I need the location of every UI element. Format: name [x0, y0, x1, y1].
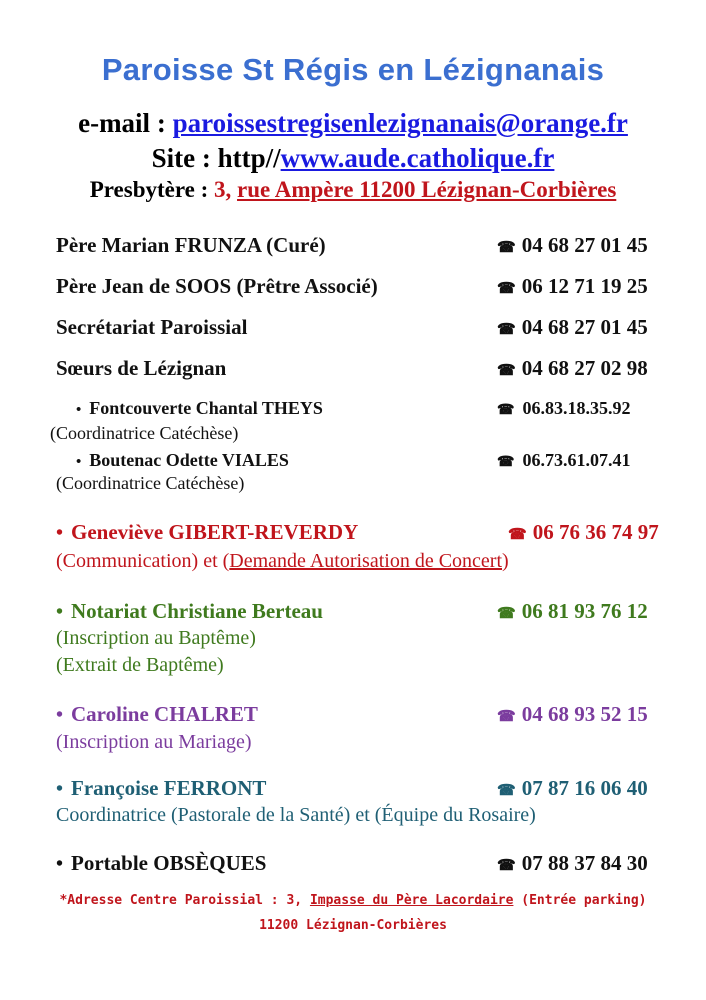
email-line	[0, 108, 706, 139]
caroline-phone: ☎ 04 68 93 52 15	[497, 702, 648, 726]
notariat-name: • Notariat Christiane Berteau	[56, 599, 323, 623]
genevieve-phone: ☎ 06 76 36 74 97	[508, 520, 659, 544]
caroline-desc: (Inscription au Mariage)	[56, 731, 252, 753]
contact-phone: ☎ 04 68 27 01 45	[497, 315, 648, 339]
bullet-icon: •	[56, 522, 64, 544]
phone-icon: ☎	[497, 403, 515, 418]
contact-phone: ☎ 06 12 71 19 25	[497, 274, 648, 298]
phone-icon: ☎	[497, 281, 516, 297]
phone-icon: ☎	[497, 858, 516, 874]
bullet-icon: •	[56, 853, 64, 875]
footer-address: *Adresse Centre Paroissial : 3, Impasse du Père Lacordaire (Entrée parking)	[59, 893, 647, 908]
phone-icon: ☎	[497, 606, 516, 622]
bullet-icon: •	[76, 402, 82, 418]
catechese-role: (Coordinatrice Catéchèse)	[56, 473, 245, 493]
footer-city: 11200 Lézignan-Corbières	[259, 918, 447, 933]
phone-icon: ☎	[508, 527, 527, 543]
footer-street: Impasse du Père Lacordaire	[309, 893, 514, 908]
bullet-icon: •	[56, 704, 64, 726]
contact-name: Secrétariat Paroissial	[56, 315, 248, 339]
page-title: Paroisse St Régis en Lézignanais	[101, 52, 605, 87]
email-link[interactable]: paroissestregisenlezignanais@orange.fr	[172, 108, 628, 138]
obseques-name: • Portable OBSÈQUES	[56, 851, 267, 875]
presbytere-line	[0, 177, 706, 203]
presbytere-number: 3,	[214, 177, 238, 202]
presbytere-label: Presbytère :	[89, 177, 215, 202]
contact-phone: ☎ 04 68 27 02 98	[497, 356, 648, 380]
francoise-desc: Coordinatrice (Pastorale de la Santé) et (Équipe du Rosaire)	[56, 804, 536, 826]
genevieve-desc: (Communication) et (Demande Autorisation de Concert)	[56, 550, 509, 572]
site-link[interactable]: www.aude.catholique.fr	[280, 143, 555, 173]
phone-icon: ☎	[497, 363, 516, 379]
presbytere-address: rue Ampère 11200 Lézignan-Corbières	[237, 177, 617, 202]
notariat-phone: ☎ 06 81 93 76 12	[497, 599, 648, 623]
email-label: e-mail :	[78, 108, 173, 138]
phone-icon: ☎	[497, 783, 516, 799]
catechese-name: • Fontcouverte Chantal THEYS	[76, 398, 323, 418]
catechese-name: • Boutenac Odette VIALES	[76, 450, 289, 470]
catechese-phone: ☎ 06.83.18.35.92	[497, 398, 631, 418]
bullet-icon: •	[76, 454, 82, 470]
concert-request-link[interactable]: Demande Autorisation de Concert	[229, 550, 503, 572]
catechese-role: (Coordinatrice Catéchèse)	[50, 423, 239, 443]
notariat-desc: (Extrait de Baptême)	[56, 654, 224, 676]
phone-icon: ☎	[497, 709, 516, 725]
francoise-phone: ☎ 07 87 16 06 40	[497, 776, 648, 800]
contact-name: Père Jean de SOOS (Prêtre Associé)	[56, 274, 378, 298]
genevieve-name: • Geneviève GIBERT-REVERDY	[56, 520, 359, 544]
site-line	[0, 143, 706, 174]
phone-icon: ☎	[497, 322, 516, 338]
notariat-desc: (Inscription au Baptême)	[56, 627, 256, 649]
catechese-phone: ☎ 06.73.61.07.41	[497, 450, 631, 470]
bullet-icon: •	[56, 601, 64, 623]
francoise-name: • Françoise FERRONT	[56, 776, 267, 800]
site-label: Site : http//	[151, 143, 281, 173]
contact-name: Père Marian FRUNZA (Curé)	[56, 233, 326, 257]
phone-icon: ☎	[497, 240, 516, 256]
obseques-phone: ☎ 07 88 37 84 30	[497, 851, 648, 875]
caroline-name: • Caroline CHALRET	[56, 702, 258, 726]
contact-phone: ☎ 04 68 27 01 45	[497, 233, 648, 257]
bullet-icon: •	[56, 778, 64, 800]
phone-icon: ☎	[497, 455, 515, 470]
contact-name: Sœurs de Lézignan	[56, 356, 227, 380]
